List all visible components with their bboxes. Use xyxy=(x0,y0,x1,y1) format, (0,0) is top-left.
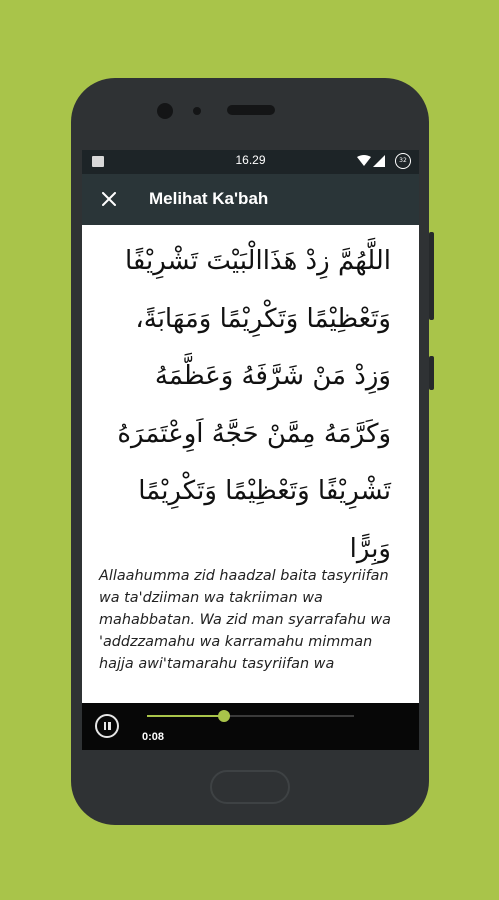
seek-bar[interactable] xyxy=(147,715,354,717)
app-bar xyxy=(82,174,419,225)
volume-button xyxy=(429,232,434,320)
battery-icon: 32 xyxy=(395,153,411,169)
status-bar xyxy=(82,150,419,174)
pause-button[interactable] xyxy=(95,714,119,738)
page-title: Melihat Ka'bah xyxy=(149,189,269,208)
wifi-icon xyxy=(357,155,371,167)
status-time: 16.29 xyxy=(235,153,266,167)
pause-icon xyxy=(104,722,107,730)
app-screen xyxy=(82,150,419,750)
pause-icon-bar xyxy=(108,722,111,730)
arabic-prayer-text: اللَّهُمَّ زِدْ هَذَاالْبَيْتَ تَشْرِيْفًا وَتَعْظِيْمًا وَتَكْرِيْمًا وَمَهَابَةً، وَزِدْ مَنْ شَرَّفَهُ وَعَظَّمَهُ وَكَرَّمَهُ مِمَّنْ حَجَّهُ اَوِعْتَمَرَهُ تَشْرِيْفًا وَتَعْظِيْمًا وَتَكْرِيْمًا وَبِرًّا xyxy=(117,246,391,564)
home-button[interactable] xyxy=(210,770,290,804)
power-button xyxy=(429,356,434,390)
seek-thumb[interactable] xyxy=(218,710,230,722)
close-button[interactable] xyxy=(96,186,122,212)
seek-progress xyxy=(147,715,224,717)
proximity-sensor xyxy=(193,107,201,115)
latin-transliteration: Allaahumma zid haadzal baita tasyriifan wa ta'dziiman wa takriiman wa mahabbatan. Wa zid man syarrafahu wa 'addzzamahu wa karramahu mimman hajja awi'tamarahu tasyriifan wa xyxy=(99,568,391,672)
close-icon xyxy=(102,192,116,206)
audio-player xyxy=(82,703,419,750)
front-camera xyxy=(157,103,173,119)
signal-icon xyxy=(373,155,385,167)
prayer-content xyxy=(82,225,419,703)
elapsed-time: 0:08 xyxy=(142,731,165,743)
earpiece-speaker xyxy=(227,105,275,115)
